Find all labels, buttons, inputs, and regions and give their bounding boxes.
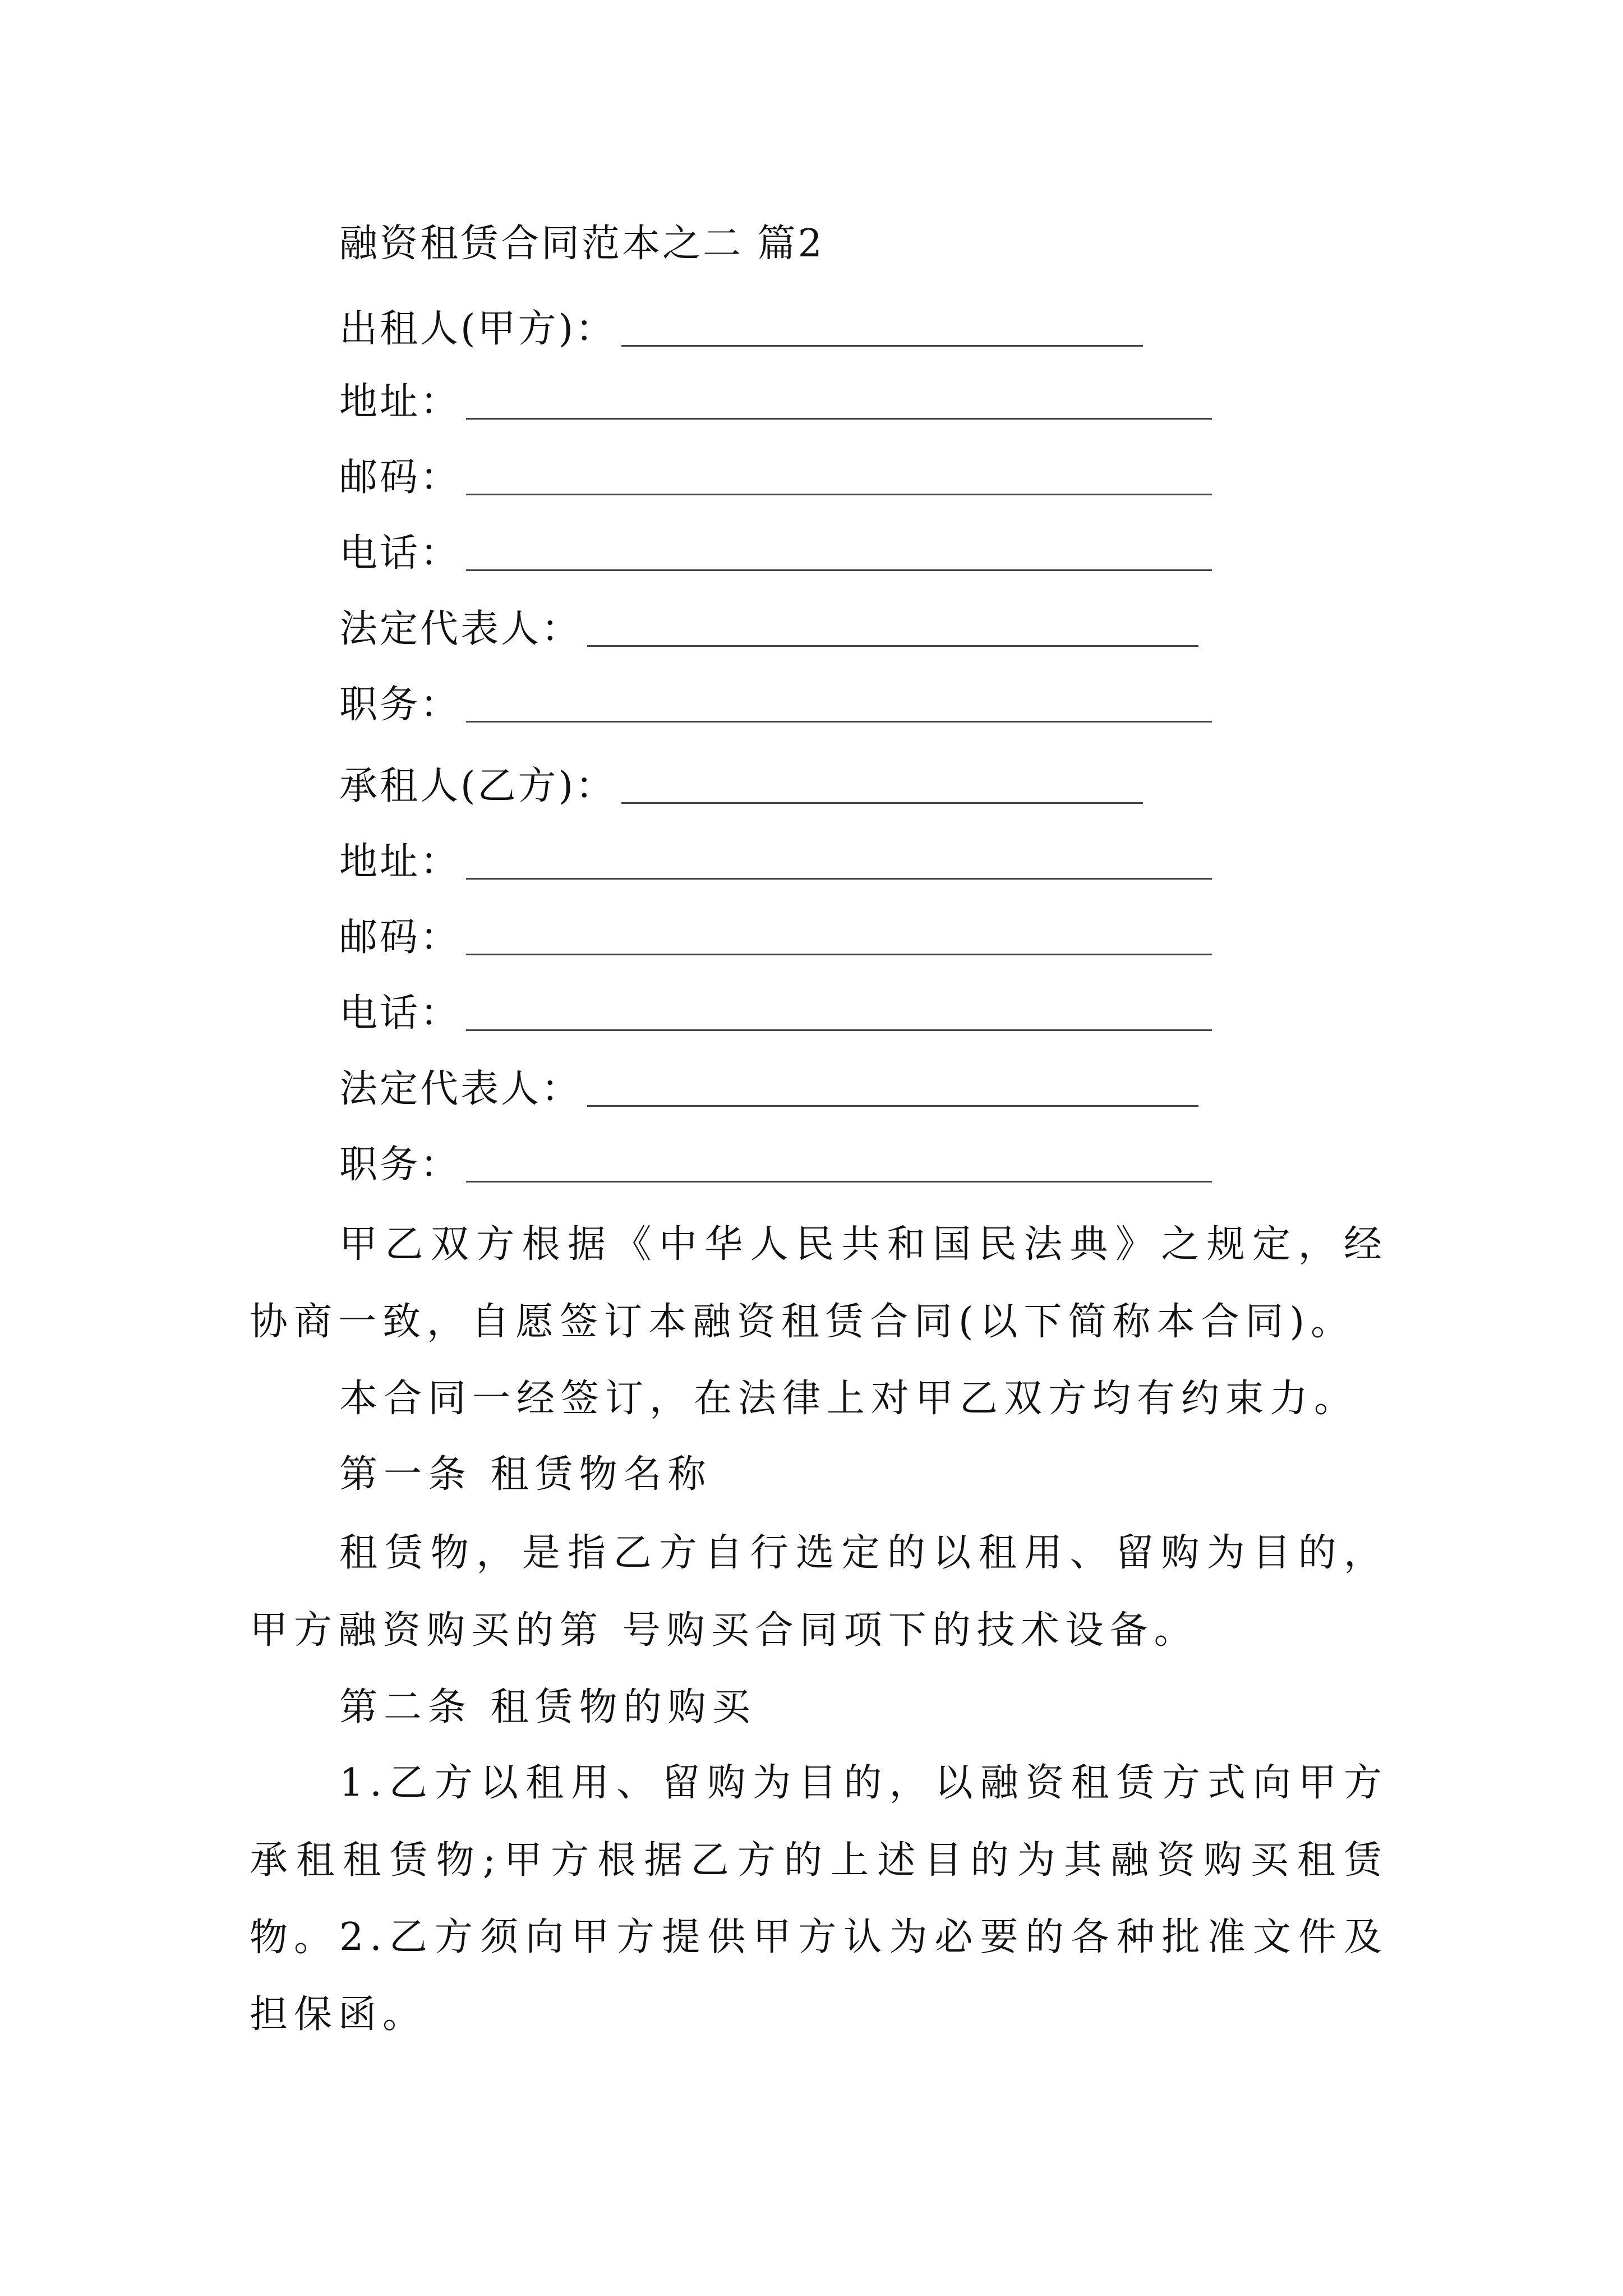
lessee-position-field	[339, 1133, 1212, 1189]
lessee-legal-rep-field	[339, 1057, 1198, 1114]
lessor-phone-blank	[466, 529, 1212, 571]
lessee-address-blank	[466, 838, 1212, 880]
lessee-legal-rep-blank	[587, 1065, 1198, 1107]
article-1-heading: 第一条 租赁物名称	[339, 1452, 712, 1497]
lessor-phone-field	[339, 522, 1212, 578]
lessee-phone-label: 电话：	[339, 991, 461, 1036]
lessee-address-field	[339, 830, 1212, 886]
binding-paragraph: 本合同一经签订，在法律上对甲乙双方均有约束力。	[339, 1377, 1359, 1421]
lessee-heading-label: 承租人(乙方)：	[339, 763, 616, 808]
lessor-legal-rep-field	[339, 597, 1198, 654]
lessor-address-label: 地址：	[339, 379, 461, 424]
lessee-name-blank	[621, 762, 1143, 804]
lessor-legal-rep-label: 法定代表人：	[339, 606, 582, 651]
lessee-position-label: 职务：	[339, 1142, 461, 1187]
lessor-phone-label: 电话：	[339, 531, 461, 576]
lessor-position-blank	[466, 680, 1212, 723]
lessor-position-label: 职务：	[339, 682, 461, 727]
lessee-postcode-label: 邮码：	[339, 915, 461, 960]
article-1-body: 租赁物，是指乙方自行选定的以租用、留购为目的，甲方融资购买的第 号购买合同项下的技术设备。	[250, 1531, 1388, 1653]
article-2-item-2: 2.乙方须向甲方提供甲方认为必要的各种批准文件及担保函。	[250, 1915, 1388, 2037]
lessee-postcode-field	[339, 906, 1212, 962]
lessor-postcode-field	[339, 446, 1212, 502]
intro-paragraph: 甲乙双方根据《中华人民共和国民法典》之规定，经协商一致，自愿签订本融资租赁合同(以下简称本合同)。	[250, 1222, 1388, 1344]
lessor-legal-rep-blank	[587, 605, 1198, 647]
lessor-postcode-label: 邮码：	[339, 455, 461, 500]
lessee-address-label: 地址：	[339, 839, 461, 884]
lessee-heading-field	[339, 754, 1143, 811]
lessor-name-blank	[621, 305, 1143, 347]
lessee-legal-rep-label: 法定代表人：	[339, 1066, 582, 1111]
document-title: 融资租赁合同范本之二 篇2	[339, 222, 824, 266]
lessee-phone-blank	[466, 989, 1212, 1031]
lessor-heading-label: 出租人(甲方)：	[339, 306, 616, 351]
article-2-heading: 第二条 租赁物的购买	[339, 1685, 757, 1729]
lessee-phone-field	[339, 982, 1212, 1038]
lessor-postcode-blank	[466, 453, 1212, 495]
lessor-position-field	[339, 673, 1212, 729]
lessor-address-blank	[466, 378, 1212, 420]
article-2-item-1: 1.乙方以租用、留购为目的，以融资租赁方式向甲方承租租赁物;甲方根据乙方的上述目的为其融资购买租赁物。	[250, 1761, 1388, 1960]
lessee-position-blank	[466, 1140, 1212, 1182]
lessor-address-field	[339, 370, 1212, 426]
lessor-heading-field	[339, 297, 1143, 353]
lessee-postcode-blank	[466, 913, 1212, 955]
